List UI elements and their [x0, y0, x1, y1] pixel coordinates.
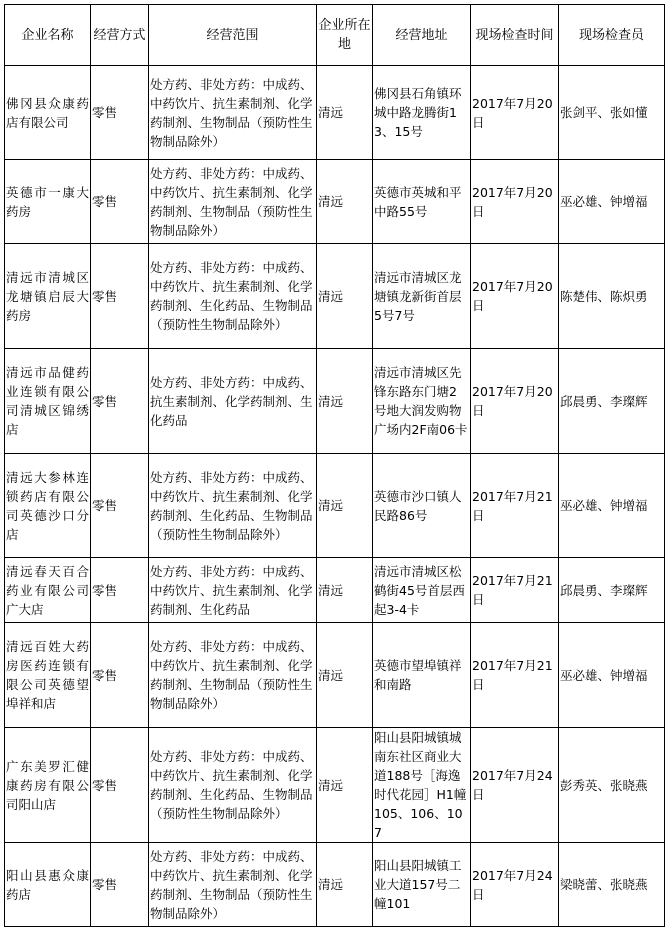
table-row	[5, 244, 665, 349]
cell-inspection-date: 2017年7月20日	[471, 160, 559, 244]
cell-address: 清远市清城区先锋东路东门塘2号地大润发购物广场内2F南06卡	[373, 349, 471, 454]
cell-inspection-date: 2017年7月20日	[471, 349, 559, 454]
cell-inspection-date: 2017年7月24日	[471, 728, 559, 843]
cell-inspectors: 邱晨勇、李璨辉	[559, 349, 665, 454]
cell-inspectors: 邱晨勇、李璨辉	[559, 558, 665, 623]
cell-location: 清远	[317, 843, 373, 927]
header-name: 企业名称	[5, 5, 91, 66]
table-row	[5, 160, 665, 244]
cell-business-scope: 处方药、非处方药：中成药、中药饮片、抗生素制剂、化学药制剂、生物制品（预防性生物制品除外）	[149, 623, 317, 728]
cell-company-name: 清远大参林连锁药店有限公司英德沙口分店	[5, 454, 91, 558]
cell-address: 阳山县阳城镇城南东社区商业大道188号［海逸时代花园］H1幢105、106、107	[373, 728, 471, 843]
cell-address: 清远市清城区松鹤街45号首层西起3-4卡	[373, 558, 471, 623]
cell-business-scope: 处方药、非处方药：中成药、中药饮片、抗生素制剂、化学药制剂、生化药品、生物制品（预防性生物制品除外）	[149, 728, 317, 843]
cell-inspection-date: 2017年7月24日	[471, 843, 559, 927]
cell-business-scope: 处方药、非处方药：中成药、中药饮片、抗生素制剂、化学药制剂、生物制品（预防性生物制品除外）	[149, 160, 317, 244]
cell-business-mode: 零售	[91, 160, 149, 244]
cell-inspectors: 梁晓蕾、张晓燕	[559, 843, 665, 927]
table-row	[5, 843, 665, 927]
cell-business-mode: 零售	[91, 349, 149, 454]
cell-address: 英德市望埠镇祥和南路	[373, 623, 471, 728]
cell-business-scope: 处方药、非处方药：中成药、中药饮片、抗生素制剂、化学药制剂、生物制品（预防性生物制品除外）	[149, 66, 317, 160]
cell-company-name: 清远百姓大药房医药连锁有限公司英德望埠祥和店	[5, 623, 91, 728]
cell-location: 清远	[317, 66, 373, 160]
cell-company-name: 清远市品健药业连锁有限公司清城区锦绣店	[5, 349, 91, 454]
cell-location: 清远	[317, 454, 373, 558]
cell-location: 清远	[317, 558, 373, 623]
cell-address: 英德市沙口镇人民路86号	[373, 454, 471, 558]
cell-company-name: 阳山县惠众康药店	[5, 843, 91, 927]
cell-inspectors: 巫必雄、钟增福	[559, 623, 665, 728]
header-address: 经营地址	[373, 5, 471, 66]
cell-inspectors: 陈楚伟、陈炽勇	[559, 244, 665, 349]
cell-company-name: 广东美罗汇健康药房有限公司阳山店	[5, 728, 91, 843]
cell-business-mode: 零售	[91, 244, 149, 349]
table-row	[5, 623, 665, 728]
cell-company-name: 佛冈县众康药店有限公司	[5, 66, 91, 160]
cell-location: 清远	[317, 728, 373, 843]
cell-business-mode: 零售	[91, 558, 149, 623]
table-row	[5, 66, 665, 160]
cell-location: 清远	[317, 349, 373, 454]
cell-inspectors: 巫必雄、钟增福	[559, 454, 665, 558]
cell-inspection-date: 2017年7月21日	[471, 558, 559, 623]
cell-inspection-date: 2017年7月21日	[471, 623, 559, 728]
cell-business-mode: 零售	[91, 843, 149, 927]
cell-company-name: 清远市清城区龙塘镇启辰大药房	[5, 244, 91, 349]
header-mode: 经营方式	[91, 5, 149, 66]
cell-business-scope: 处方药、非处方药：中成药、抗生素制剂、化学药制剂、生化药品	[149, 349, 317, 454]
table-row	[5, 558, 665, 623]
cell-business-mode: 零售	[91, 454, 149, 558]
cell-address: 英德市英城和平中路55号	[373, 160, 471, 244]
header-row	[5, 5, 665, 66]
cell-business-scope: 处方药、非处方药：中成药、中药饮片、抗生素制剂、化学药制剂、生化药品、生物制品（预防性生物制品除外）	[149, 244, 317, 349]
cell-company-name: 英德市一康大药房	[5, 160, 91, 244]
cell-business-scope: 处方药、非处方药：中成药、中药饮片、抗生素制剂、化学药制剂、生物制品（预防性生物制品除外）	[149, 843, 317, 927]
cell-business-scope: 处方药、非处方药：中成药、中药饮片、抗生素制剂、化学药制剂、生化药品	[149, 558, 317, 623]
cell-address: 佛冈县石角镇环城中路龙腾街13、15号	[373, 66, 471, 160]
cell-location: 清远	[317, 623, 373, 728]
header-date: 现场检查时间	[471, 5, 559, 66]
cell-inspection-date: 2017年7月21日	[471, 454, 559, 558]
cell-location: 清远	[317, 160, 373, 244]
cell-business-mode: 零售	[91, 66, 149, 160]
cell-inspectors: 张剑平、张如懂	[559, 66, 665, 160]
table-row	[5, 349, 665, 454]
cell-company-name: 清远春天百合药业有限公司广大店	[5, 558, 91, 623]
cell-business-mode: 零售	[91, 728, 149, 843]
cell-inspection-date: 2017年7月20日	[471, 244, 559, 349]
header-scope: 经营范围	[149, 5, 317, 66]
cell-business-mode: 零售	[91, 623, 149, 728]
cell-inspectors: 彭秀英、张晓燕	[559, 728, 665, 843]
cell-inspection-date: 2017年7月20日	[471, 66, 559, 160]
header-location: 企业所在地	[317, 5, 373, 66]
cell-business-scope: 处方药、非处方药：中成药、中药饮片、抗生素制剂、化学药制剂、生化药品、生物制品（预防性生物制品除外）	[149, 454, 317, 558]
cell-address: 清远市清城区龙塘镇龙新街首层5号7号	[373, 244, 471, 349]
cell-address: 阳山县阳城镇工业大道157号二幢101	[373, 843, 471, 927]
inspection-table	[4, 4, 665, 927]
cell-location: 清远	[317, 244, 373, 349]
cell-inspectors: 巫必雄、钟增福	[559, 160, 665, 244]
header-inspectors: 现场检查员	[559, 5, 665, 66]
table-row	[5, 454, 665, 558]
table-row	[5, 728, 665, 843]
